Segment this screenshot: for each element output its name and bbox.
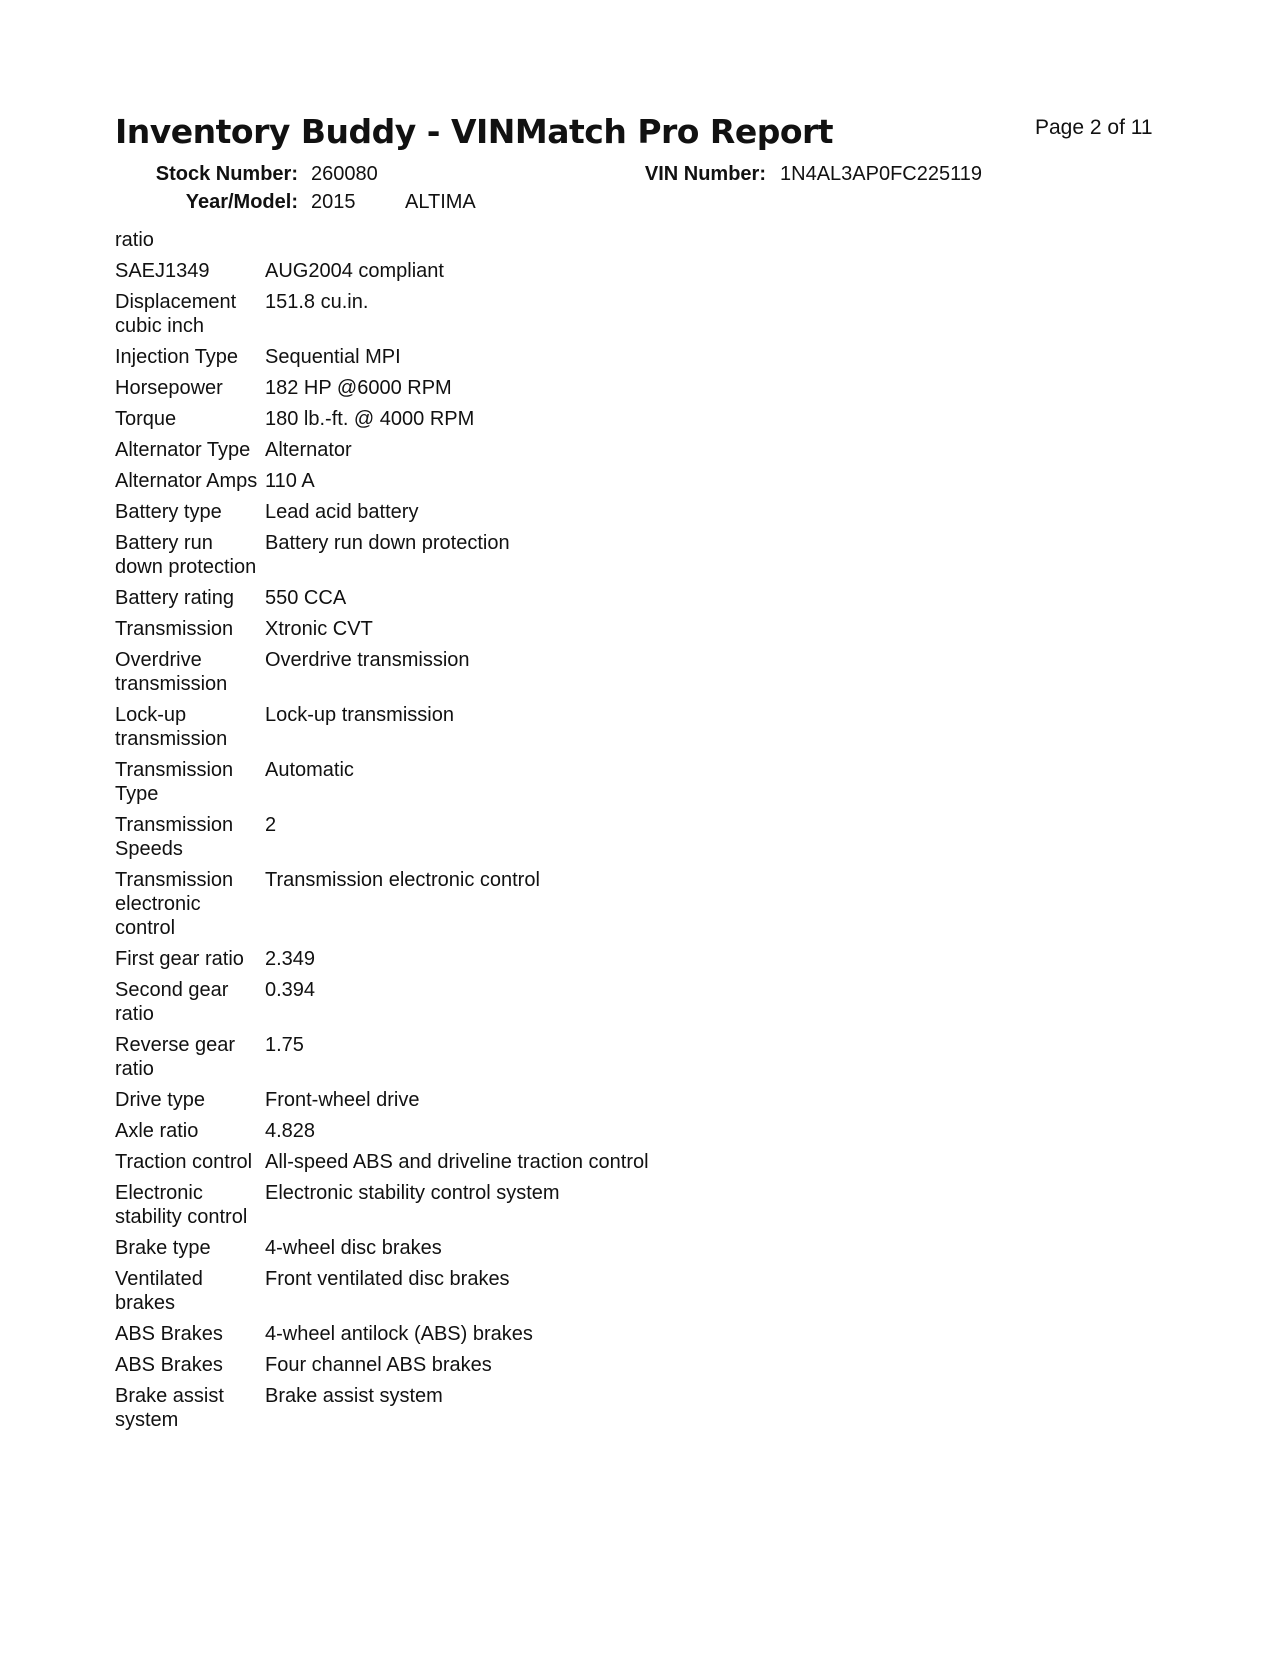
spec-value: Battery run down protection xyxy=(265,532,510,554)
year-value: 2015 xyxy=(311,191,356,213)
spec-label: Transmission Speeds xyxy=(115,814,234,860)
spec-row xyxy=(115,1236,649,1267)
spec-value xyxy=(265,228,649,259)
spec-row xyxy=(115,1384,649,1439)
spec-row xyxy=(115,1150,649,1181)
spec-value: Sequential MPI xyxy=(265,346,401,368)
spec-value: AUG2004 compliant xyxy=(265,260,444,282)
year-model-label: Year/Model: xyxy=(185,191,298,213)
spec-value: Front ventilated disc brakes xyxy=(265,1268,510,1290)
spec-value: 4-wheel antilock (ABS) brakes xyxy=(265,1323,533,1345)
spec-row xyxy=(115,376,649,407)
spec-label: Transmission electronic control xyxy=(115,869,234,939)
spec-row xyxy=(115,978,649,1033)
stock-number-label: Stock Number: xyxy=(155,163,298,185)
spec-label: Brake type xyxy=(115,1237,211,1259)
spec-label: Transmission xyxy=(115,618,234,640)
spec-label: ABS Brakes xyxy=(115,1323,223,1345)
spec-row xyxy=(115,345,649,376)
spec-label: Battery run down protection xyxy=(115,532,257,578)
spec-label: Electronic stability control xyxy=(115,1182,248,1228)
spec-value: Alternator xyxy=(265,439,352,461)
spec-value: 550 CCA xyxy=(265,587,347,609)
spec-label: SAEJ1349 xyxy=(115,260,210,282)
spec-value: Four channel ABS brakes xyxy=(265,1354,492,1376)
spec-value: 0.394 xyxy=(265,979,316,1001)
spec-label: Axle ratio xyxy=(115,1120,199,1142)
spec-table-body xyxy=(115,228,649,1439)
spec-label: Brake assist system xyxy=(115,1385,224,1431)
spec-value: Overdrive transmission xyxy=(265,649,470,671)
spec-row xyxy=(115,1322,649,1353)
spec-value: 182 HP @6000 RPM xyxy=(265,377,452,399)
spec-value: Front-wheel drive xyxy=(265,1089,420,1111)
spec-row xyxy=(115,703,649,758)
spec-value: 2.349 xyxy=(265,948,316,970)
spec-value: All-speed ABS and driveline traction control xyxy=(265,1151,649,1173)
spec-row xyxy=(115,531,649,586)
spec-row xyxy=(115,438,649,469)
model-value: ALTIMA xyxy=(405,191,476,213)
spec-value: Electronic stability control system xyxy=(265,1182,560,1204)
spec-label: Overdrive transmission xyxy=(115,649,228,695)
page-number: Page 2 of 11 xyxy=(1035,116,1153,139)
report-title: Inventory Buddy - VINMatch Pro Report xyxy=(115,112,834,151)
spec-label: ratio xyxy=(115,229,154,251)
spec-row xyxy=(115,407,649,438)
stock-number-value: 260080 xyxy=(311,163,378,185)
spec-value: Lock-up transmission xyxy=(265,704,454,726)
spec-label: Traction control xyxy=(115,1151,253,1173)
spec-row xyxy=(115,1267,649,1322)
spec-label: Second gear ratio xyxy=(115,979,229,1025)
spec-label: Horsepower xyxy=(115,377,223,399)
spec-row xyxy=(115,228,649,259)
spec-value: Transmission electronic control xyxy=(265,869,540,891)
spec-row xyxy=(115,259,649,290)
spec-label: Displacement cubic inch xyxy=(115,291,237,337)
spec-row xyxy=(115,648,649,703)
spec-row xyxy=(115,1033,649,1088)
spec-row xyxy=(115,1088,649,1119)
spec-value: 110 A xyxy=(265,470,315,492)
spec-label: Injection Type xyxy=(115,346,239,368)
spec-label: First gear ratio xyxy=(115,948,244,970)
spec-row xyxy=(115,586,649,617)
spec-row xyxy=(115,1119,649,1150)
spec-table xyxy=(115,228,649,1439)
spec-label: Battery rating xyxy=(115,587,234,609)
spec-row xyxy=(115,813,649,868)
spec-row xyxy=(115,500,649,531)
spec-label: Lock-up transmission xyxy=(115,704,228,750)
spec-value: 2 xyxy=(265,814,277,836)
spec-row xyxy=(115,617,649,648)
spec-label: Torque xyxy=(115,408,177,430)
spec-value: 1.75 xyxy=(265,1034,304,1056)
spec-row xyxy=(115,469,649,500)
spec-row xyxy=(115,290,649,345)
spec-label: Alternator Amps xyxy=(115,470,258,492)
spec-row xyxy=(115,758,649,813)
vin-number-label: VIN Number: xyxy=(644,163,766,185)
spec-label: Transmission Type xyxy=(115,759,234,805)
spec-value: Xtronic CVT xyxy=(265,618,373,640)
spec-value: 151.8 cu.in. xyxy=(265,291,369,313)
spec-value: Automatic xyxy=(265,759,354,781)
spec-label: Battery type xyxy=(115,501,222,523)
spec-row xyxy=(115,868,649,947)
spec-row xyxy=(115,1353,649,1384)
spec-value: 4-wheel disc brakes xyxy=(265,1237,442,1259)
spec-value: Lead acid battery xyxy=(265,501,419,523)
spec-value: 180 lb.-ft. @ 4000 RPM xyxy=(265,408,475,430)
spec-value: Brake assist system xyxy=(265,1385,443,1407)
spec-row xyxy=(115,1181,649,1236)
spec-label: Drive type xyxy=(115,1089,206,1111)
spec-value: 4.828 xyxy=(265,1120,316,1142)
vin-number-value: 1N4AL3AP0FC225119 xyxy=(780,163,982,185)
spec-label: Reverse gear ratio xyxy=(115,1034,236,1080)
spec-label: Alternator Type xyxy=(115,439,251,461)
spec-label: Ventilated brakes xyxy=(115,1268,203,1314)
spec-row xyxy=(115,947,649,978)
spec-label: ABS Brakes xyxy=(115,1354,223,1376)
